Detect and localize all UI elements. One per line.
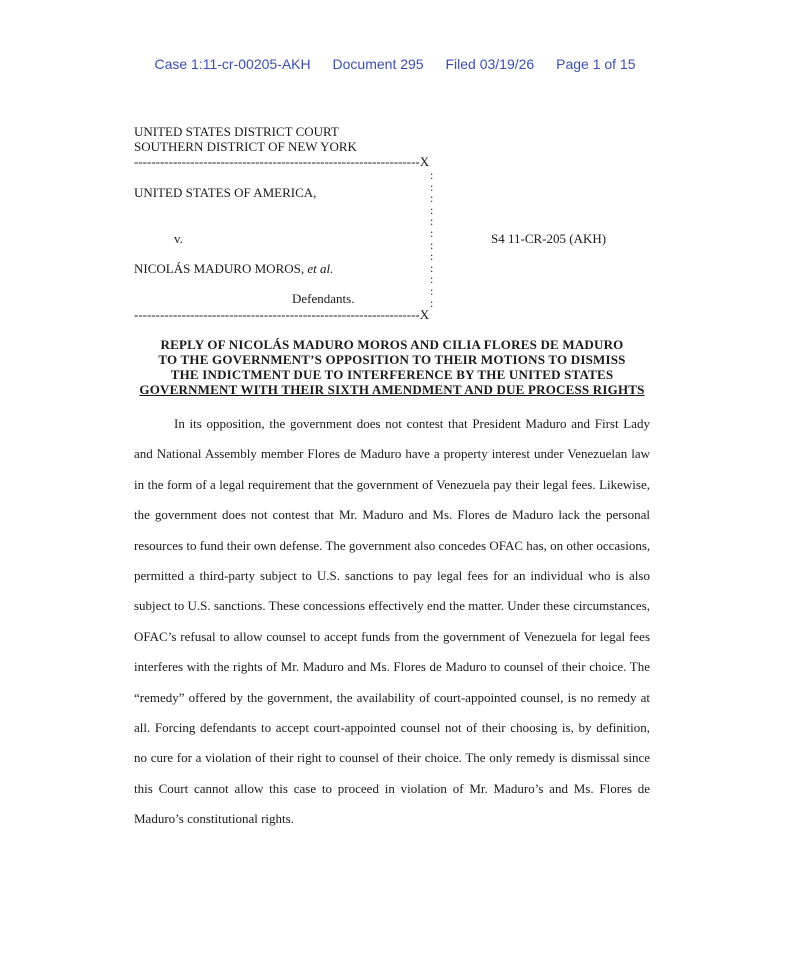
defendant-name: NICOLÁS MADURO MOROS, <box>134 261 305 276</box>
body-line: resources to fund their own defense. The government also concedes OFAC has, on other occasions, <box>134 537 651 553</box>
body-line: and National Assembly member Flores de Maduro have a property interest under Venezuelan law <box>134 446 650 462</box>
title-line-3: THE INDICTMENT DUE TO INTERFERENCE BY THE UNITED STATES <box>170 367 614 382</box>
filed-date-header: Filed 03/19/26 <box>445 56 535 72</box>
plaintiff-name: UNITED STATES OF AMERICA, <box>134 185 317 200</box>
body-paragraph <box>134 409 650 835</box>
caption-colons: : : : : : : : : : : : : <box>430 168 434 310</box>
defendant-line <box>134 261 333 277</box>
body-line: OFAC’s refusal to allow counsel to accept funds from the government of Venezuela for legal fees <box>134 628 650 644</box>
caption-top-separator: ------------------------------------------------------------------X <box>134 154 430 169</box>
case-number-header: Case 1:11-cr-00205-AKH <box>154 56 311 72</box>
body-line: no cure for a violation of their right to counsel of their choice. The only remedy is dismissal since <box>134 750 650 766</box>
document-number-header: Document 295 <box>332 56 424 72</box>
defendant-suffix: et al. <box>307 261 334 276</box>
defendants-label: Defendants. <box>292 291 355 306</box>
body-line: interferes with the rights of Mr. Maduro and Ms. Flores de Maduro to counsel of their choice. The <box>134 659 650 675</box>
ecf-header <box>0 56 790 72</box>
body-line: in the form of a legal requirement that the government of Venezuela pay their legal fees. Likewise, <box>134 476 650 492</box>
body-line: the government does not contest that Mr. Maduro and Ms. Flores de Maduro lack the personal <box>134 507 650 523</box>
body-line: “remedy” offered by the government, the availability of court-appointed counsel, is no remedy at <box>134 689 650 705</box>
title-line-2: TO THE GOVERNMENT’S OPPOSITION TO THEIR MOTIONS TO DISMISS <box>158 352 626 367</box>
versus-label: v. <box>174 231 183 246</box>
body-line: all. Forcing defendants to accept court-appointed counsel not of their choosing is, by definition, <box>134 720 650 736</box>
title-line-1: REPLY OF NICOLÁS MADURO MOROS AND CILIA FLORES DE MADURO <box>160 337 624 352</box>
page-number-header: Page 1 of 15 <box>556 56 636 72</box>
document-title <box>120 337 664 397</box>
body-line: In its opposition, the government does not contest that President Maduro and First Lady <box>174 416 650 431</box>
body-line: Maduro’s constitutional rights. <box>134 811 294 827</box>
caption-bottom-separator: ------------------------------------------------------------------X <box>134 307 430 322</box>
court-name <box>134 124 357 154</box>
body-line: this Court cannot allow this case to proceed in violation of Mr. Maduro’s and Ms. Flores de <box>134 780 650 796</box>
title-line-4: GOVERNMENT WITH THEIR SIXTH AMENDMENT AND DUE PROCESS RIGHTS <box>139 382 645 397</box>
case-number: S4 11-CR-205 (AKH) <box>491 231 607 246</box>
court-line-2: SOUTHERN DISTRICT OF NEW YORK <box>134 139 357 154</box>
body-line: permitted a third-party subject to U.S. sanctions to pay legal fees for an individual who is also <box>134 568 650 584</box>
body-line: subject to U.S. sanctions. These concessions effectively end the matter. Under these circumstances, <box>134 598 650 614</box>
court-line-1: UNITED STATES DISTRICT COURT <box>134 124 339 139</box>
